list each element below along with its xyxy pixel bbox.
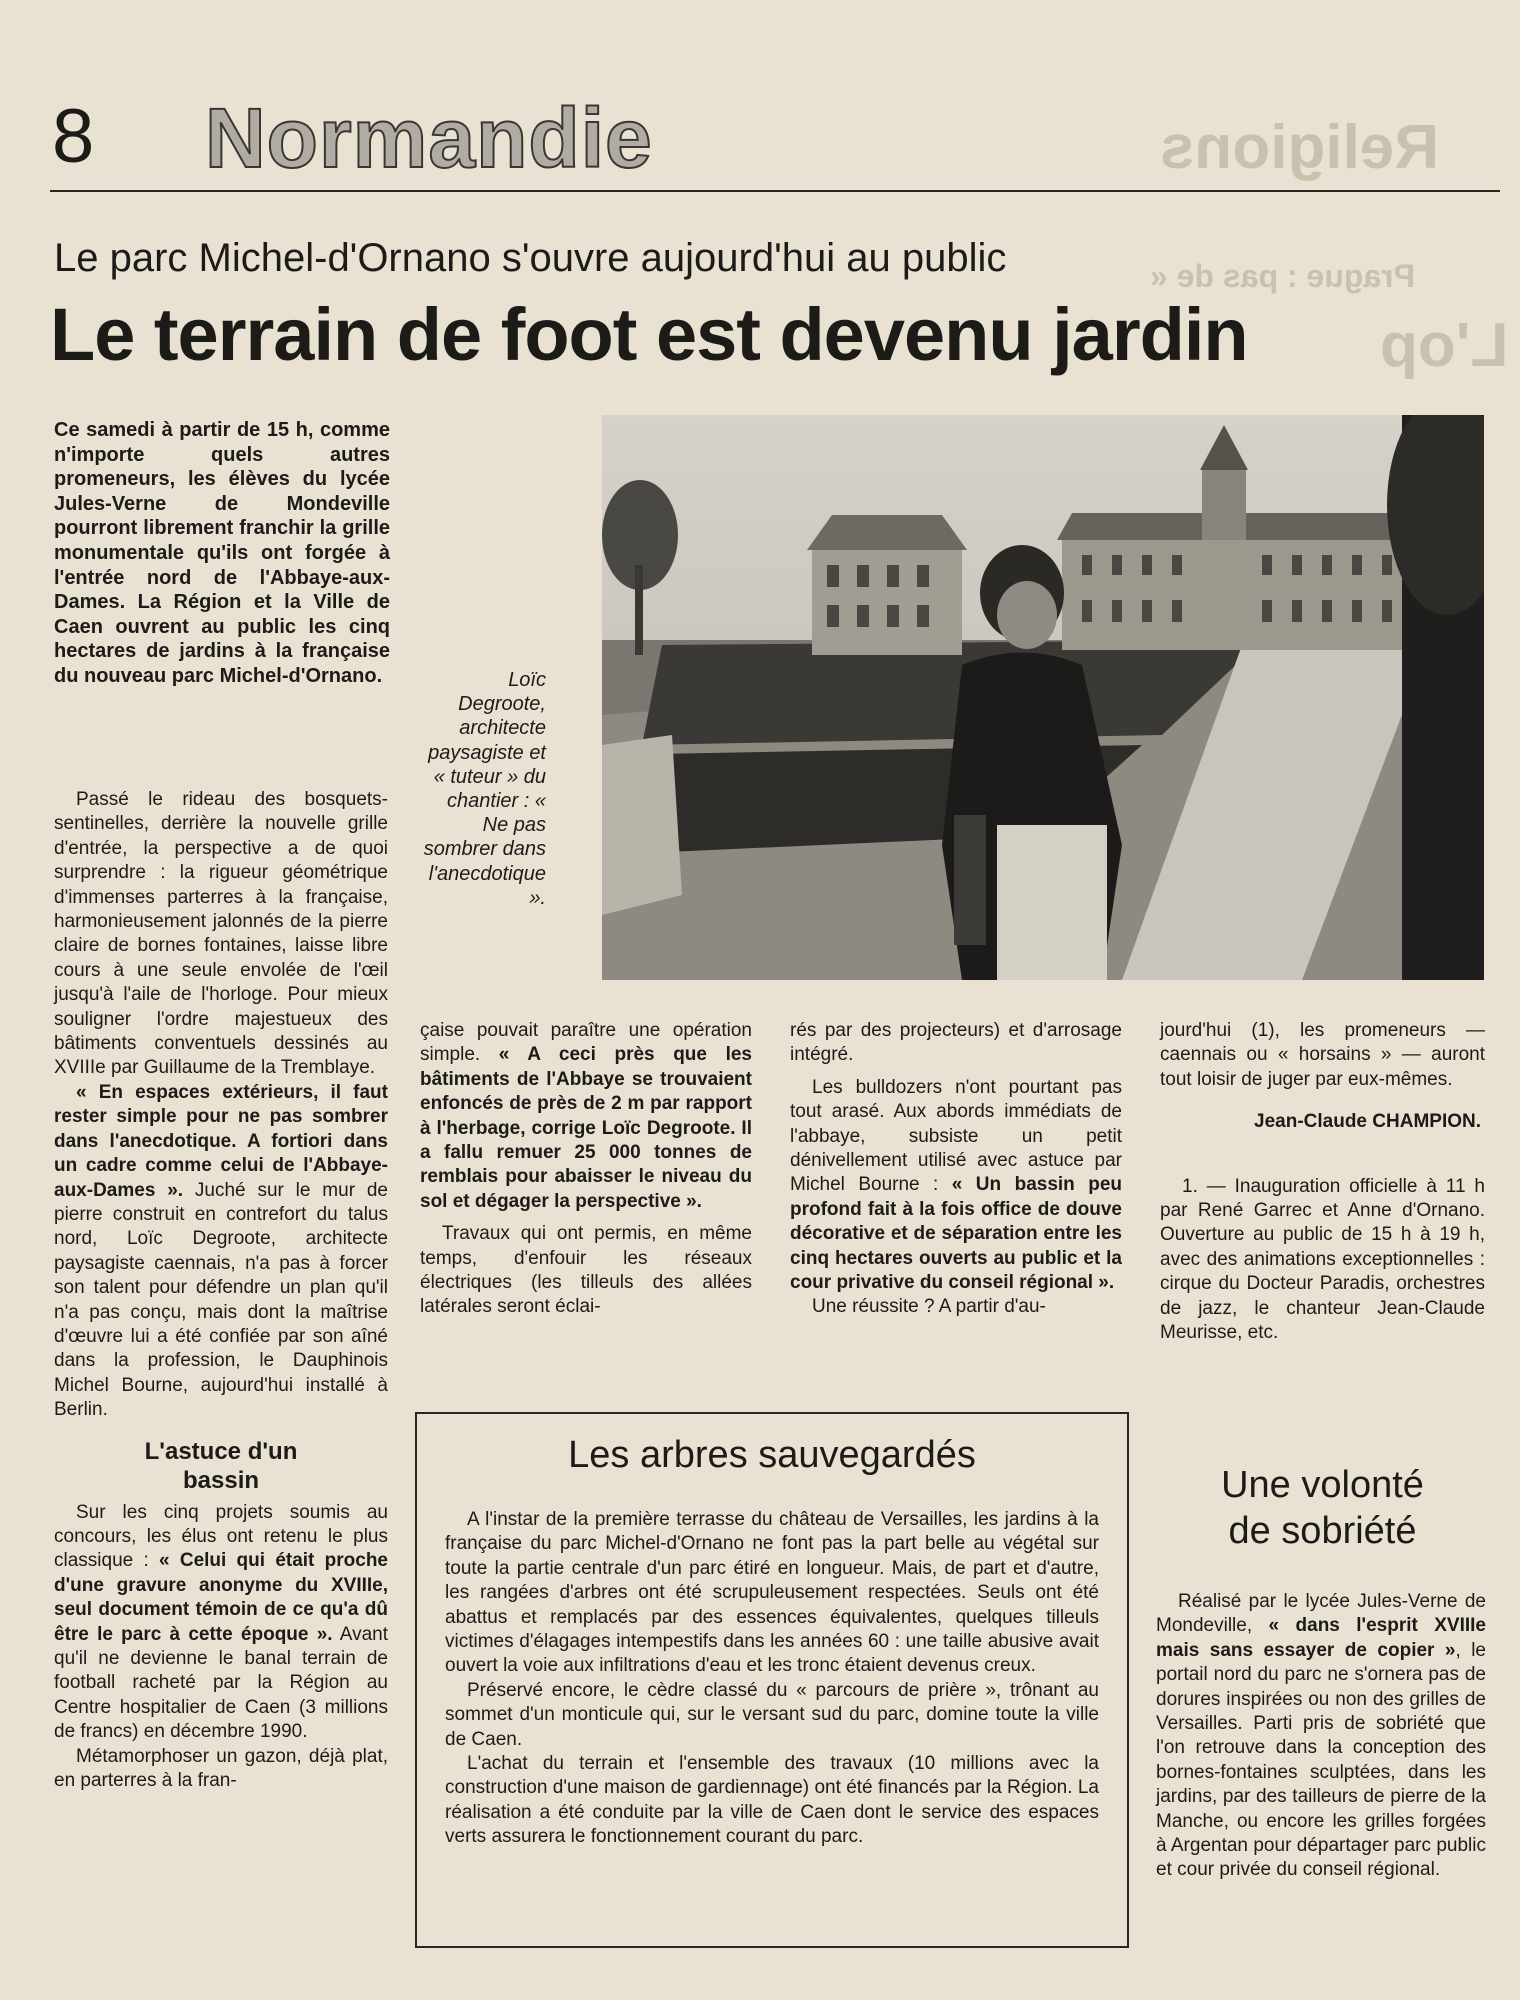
bleed-through-text: Prague : pas de « xyxy=(1150,258,1415,294)
paragraph: L'achat du terrain et l'ensemble des travaux (10 millions avec la construction d'une maison de gardiennage) ont été financés par la Région. La réalisation a été conduite par la ville de Caen dont le service des espaces verts assurera le fonctionnement courant du parc. xyxy=(445,1753,1099,1848)
paragraph-text: Sur les cinq projets soumis au concours, les élus ont retenu le plus classique : xyxy=(54,1501,388,1572)
article-column-3 xyxy=(790,1019,1122,1320)
sidebar-right-title-line: de sobriété xyxy=(1228,1510,1417,1552)
sidebar-body xyxy=(445,1508,1099,1850)
sidebar-right-body xyxy=(1156,1590,1486,1883)
sidebar-box xyxy=(415,1412,1129,1948)
paragraph: Travaux qui ont permis, en même temps, d'enfouir les réseaux électriques (les tilleuls des allées latérales seront éclai- xyxy=(420,1223,752,1318)
quote: « A ceci près que les bâtiments de l'Abbaye se trouvaient enfoncés de près de 2 m par rapport à l'herbage, corrige Loïc Degroote. Il a fallu remuer 25 000 tonnes de remblais pour abaisser le niveau du sol et dégager la perspective ». xyxy=(420,1044,753,1212)
footnote: 1. — Inauguration officielle à 11 h par René Garrec et Anne d'Ornano. Ouverture au public de 15 h à 19 h, avec des animations exceptionnelles : cirque du Docteur Paradis, orchestres de jazz, le chanteur Jean-Claude Meurisse, etc. xyxy=(1160,1175,1485,1344)
page-number: 8 xyxy=(52,94,95,179)
paragraph xyxy=(54,1501,388,1745)
paragraph: Métamorphoser un gazon, déjà plat, en parterres à la fran- xyxy=(54,1745,388,1792)
paragraph-text: Réalisé par le lycée Jules-Verne de Mondeville, xyxy=(1156,1591,1486,1637)
article-kicker: Le parc Michel-d'Ornano s'ouvre aujourd'hui au public xyxy=(54,236,1007,280)
photo-illustration xyxy=(602,415,1484,980)
article-photo xyxy=(602,415,1484,980)
subheading: L'astuce d'un bassin xyxy=(144,1437,298,1494)
quote: « Un bassin peu profond fait à la fois office de douve décorative et de séparation entre les cinq hectares ouverts au public et la cour privative du conseil régional ». xyxy=(790,1174,1122,1294)
author-signature: Jean-Claude CHAMPION. xyxy=(1254,1111,1481,1133)
paragraph-text: Juché sur le mur de pierre construit en contrefort du talus nord, Loïc Degroote, architecte paysagiste caennais, n'a pas à forcer son talent pour défendre un plan qu'il n'a pas conçu, mais dont la maîtrise d'œuvre lui a été confiée par son aîné dans la profession, le Dauphinois Michel Bourne, aujourd'hui installé à Berlin. xyxy=(54,1179,388,1421)
paragraph: Une réussite ? A partir d'au- xyxy=(812,1296,1046,1318)
sidebar-right-title-line: Une volonté xyxy=(1221,1464,1424,1506)
paragraph-text: Les bulldozers n'ont pourtant pas tout arasé. Aux abords immédiats de l'abbaye, subsiste un petit dénivellement utilisé avec astuce par Michel Bourne : xyxy=(790,1076,1122,1196)
sidebar-title: Les arbres sauvegardés xyxy=(568,1434,976,1476)
sidebar-right-title xyxy=(1160,1462,1485,1554)
bleed-through-text: Religions xyxy=(1160,113,1440,182)
header-rule xyxy=(50,190,1500,192)
paragraph-text: Avant qu'il ne devienne le banal terrain de football racheté par la Région au Centre hospitalier de Caen (3 millions de francs) en décembre 1990. xyxy=(54,1623,388,1743)
paragraph-text: çaise pouvait paraître une opération simple. xyxy=(420,1020,752,1066)
article-column-2 xyxy=(420,1019,752,1320)
quote: « dans l'esprit XVIIIe mais sans essayer de copier » xyxy=(1156,1615,1486,1661)
section-title: Normandie xyxy=(205,91,653,185)
paragraph: rés par des projecteurs) et d'arrosage intégré. xyxy=(790,1020,1122,1066)
article-column-1 xyxy=(54,788,388,1793)
article-headline: Le terrain de foot est devenu jardin xyxy=(50,293,1248,376)
paragraph: jourd'hui (1), les promeneurs — caennais ou « horsains » — auront tout loisir de juger par eux-mêmes. xyxy=(1160,1020,1485,1090)
paragraph xyxy=(790,1076,1122,1296)
paragraph: A l'instar de la première terrasse du château de Versailles, les jardins à la française du parc Michel-d'Ornano ne font pas la part belle au végétal sur toute la partie centrale d'un parc étiré en longueur. Mais, de part et d'autre, les rangées d'arbres ont été scrupuleusement respectées. Seuls ont été abattus et remplacés par des essences équivalentes, quelques tilleuls victimes d'élagages intempestifs dans les années 60 : une taille abusive avait ouvert la voie aux infiltrations d'eau et les tronc étaient devenus creux. xyxy=(445,1509,1099,1677)
paragraph: Préservé encore, le cèdre classé du « parcours de prière », trônant au sommet d'un monticule qui, sur le versant sud du parc, domine toute la ville de Caen. xyxy=(445,1679,1099,1750)
quote: « En espaces extérieurs, il faut rester simple pour ne pas sombrer dans l'anecdotique. A fortiori dans un cadre comme celui de l'Abbaye-aux-Dames ». xyxy=(54,1081,388,1201)
quote: « Celui qui était proche d'une gravure anonyme du XVIIIe, seul document témoin de ce qu'a dû être le parc à cette époque ». xyxy=(54,1550,388,1645)
paragraph: Passé le rideau des bosquets-sentinelles, derrière la nouvelle grille d'entrée, la perspective a de quoi surprendre : la rigueur géométrique d'immenses parterres à la française, harmonieusement jalonnés de la pierre claire de bornes fontaines, laisse libre cours à une seule envolée de l'œil jusqu'à l'aile de l'horloge. Pour mieux souligner l'ordre majestueux des bâtiments conventuels dessinés au XVIIIe par Guillaume de la Tremblaye. xyxy=(54,789,388,1079)
bleed-through-text: L'op xyxy=(1380,311,1509,380)
article-column-4 xyxy=(1160,1019,1485,1345)
article-lead: Ce samedi à partir de 15 h, comme n'importe quels autres promeneurs, les élèves du lycée Jules-Verne de Mondeville pourront librement franchir la grille monumentale qu'ils ont forgée à l'entrée nord de l'Abbaye-aux-Dames. La Région et la Ville de Caen ouvrent au public les cinq hectares de jardins à la française du nouveau parc Michel-d'Ornano. xyxy=(54,419,390,687)
paragraph-text: , le portail nord du parc ne s'ornera pas de dorures inspirées ou non des grilles de Versailles. Parti pris de sobriété que l'on retrouve dans la conception des bornes-fontaines sculptées, dans les jardins, par des tailleurs de pierre de la Manche, ou encore les grilles forgées à Argentan pour départager parc public et cour privée du conseil régional. xyxy=(1156,1639,1486,1881)
paragraph xyxy=(54,1081,388,1423)
photo-caption: Loïc Degroote, architecte paysagiste et « tuteur » du chantier : « Ne pas sombrer dans l'anecdotique ». xyxy=(423,669,546,909)
paragraph xyxy=(1156,1590,1486,1883)
paragraph xyxy=(420,1019,752,1214)
